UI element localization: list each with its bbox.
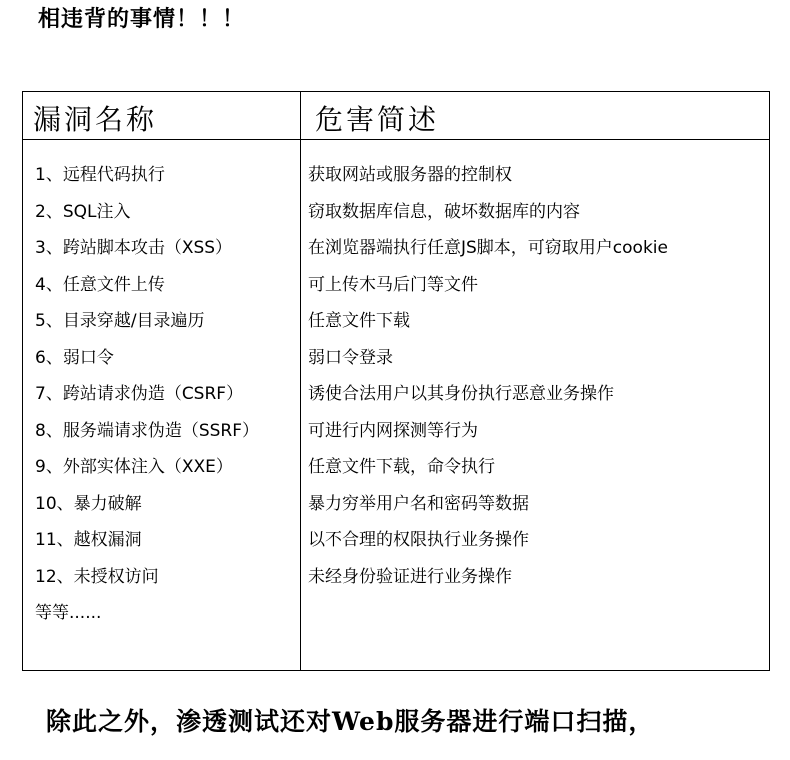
table-body: [23, 163, 769, 638]
harm-description-cell: 窃取数据库信息，破坏数据库的内容: [308, 201, 580, 222]
harm-description-cell: 任意文件下载: [308, 311, 410, 331]
table-row: [23, 236, 769, 273]
harm-description-cell: 诱使合法用户以其身份执行恶意业务操作: [308, 384, 614, 404]
vulnerability-name-cell: 4、任意文件上传: [35, 274, 165, 295]
header-vulnerability-name: 漏洞名称: [33, 103, 158, 136]
table-row: [23, 565, 769, 602]
harm-description-cell: 未经身份验证进行业务操作: [308, 566, 512, 587]
vulnerability-name-cell: 等等......: [35, 603, 102, 623]
table-row: [23, 382, 769, 419]
vulnerability-name-cell: 8、服务端请求伪造（SSRF）: [35, 420, 259, 441]
table-row: [23, 528, 769, 565]
harm-description-cell: 弱口令登录: [308, 347, 393, 368]
vulnerability-name-cell: 2、SQL注入: [35, 201, 131, 222]
table-row: [23, 309, 769, 346]
harm-description-cell: 在浏览器端执行任意JS脚本，可窃取用户cookie: [308, 238, 668, 258]
bottom-text-line: 除此之外，渗透测试还对Web服务器进行端口扫描，: [46, 707, 655, 736]
table-row: [23, 273, 769, 310]
vulnerability-name-cell: 3、跨站脚本攻击（XSS）: [35, 238, 233, 258]
vulnerability-name-cell: 11、越权漏洞: [35, 530, 142, 550]
table-row: [23, 455, 769, 492]
vulnerability-name-cell: 6、弱口令: [35, 347, 114, 368]
harm-description-cell: 以不合理的权限执行业务操作: [308, 530, 529, 550]
vulnerability-name-cell: 7、跨站请求伪造（CSRF）: [35, 384, 244, 404]
harm-description-cell: 可进行内网探测等行为: [308, 420, 478, 441]
table-row: [23, 601, 769, 638]
table-row: [23, 346, 769, 383]
harm-description-cell: 暴力穷举用户名和密码等数据: [308, 493, 529, 514]
table-row: [23, 200, 769, 237]
table-header: [23, 92, 769, 140]
table-row: [23, 492, 769, 529]
top-text-line: 相违背的事情！！！: [38, 7, 246, 32]
vulnerability-name-cell: 12、未授权访问: [35, 566, 159, 587]
vulnerability-name-cell: 10、暴力破解: [35, 493, 142, 514]
harm-description-cell: 获取网站或服务器的控制权: [308, 165, 512, 185]
table-row: [23, 419, 769, 456]
harm-description-cell: 可上传木马后门等文件: [308, 274, 478, 295]
vulnerability-name-cell: 9、外部实体注入（XXE）: [35, 457, 233, 477]
table-row: [23, 163, 769, 200]
header-harm-description: 危害简述: [315, 103, 440, 136]
vulnerability-table: [22, 91, 770, 671]
vulnerability-name-cell: 5、目录穿越/目录遍历: [35, 311, 205, 331]
harm-description-cell: 任意文件下载，命令执行: [308, 457, 495, 477]
vulnerability-name-cell: 1、远程代码执行: [35, 165, 165, 185]
